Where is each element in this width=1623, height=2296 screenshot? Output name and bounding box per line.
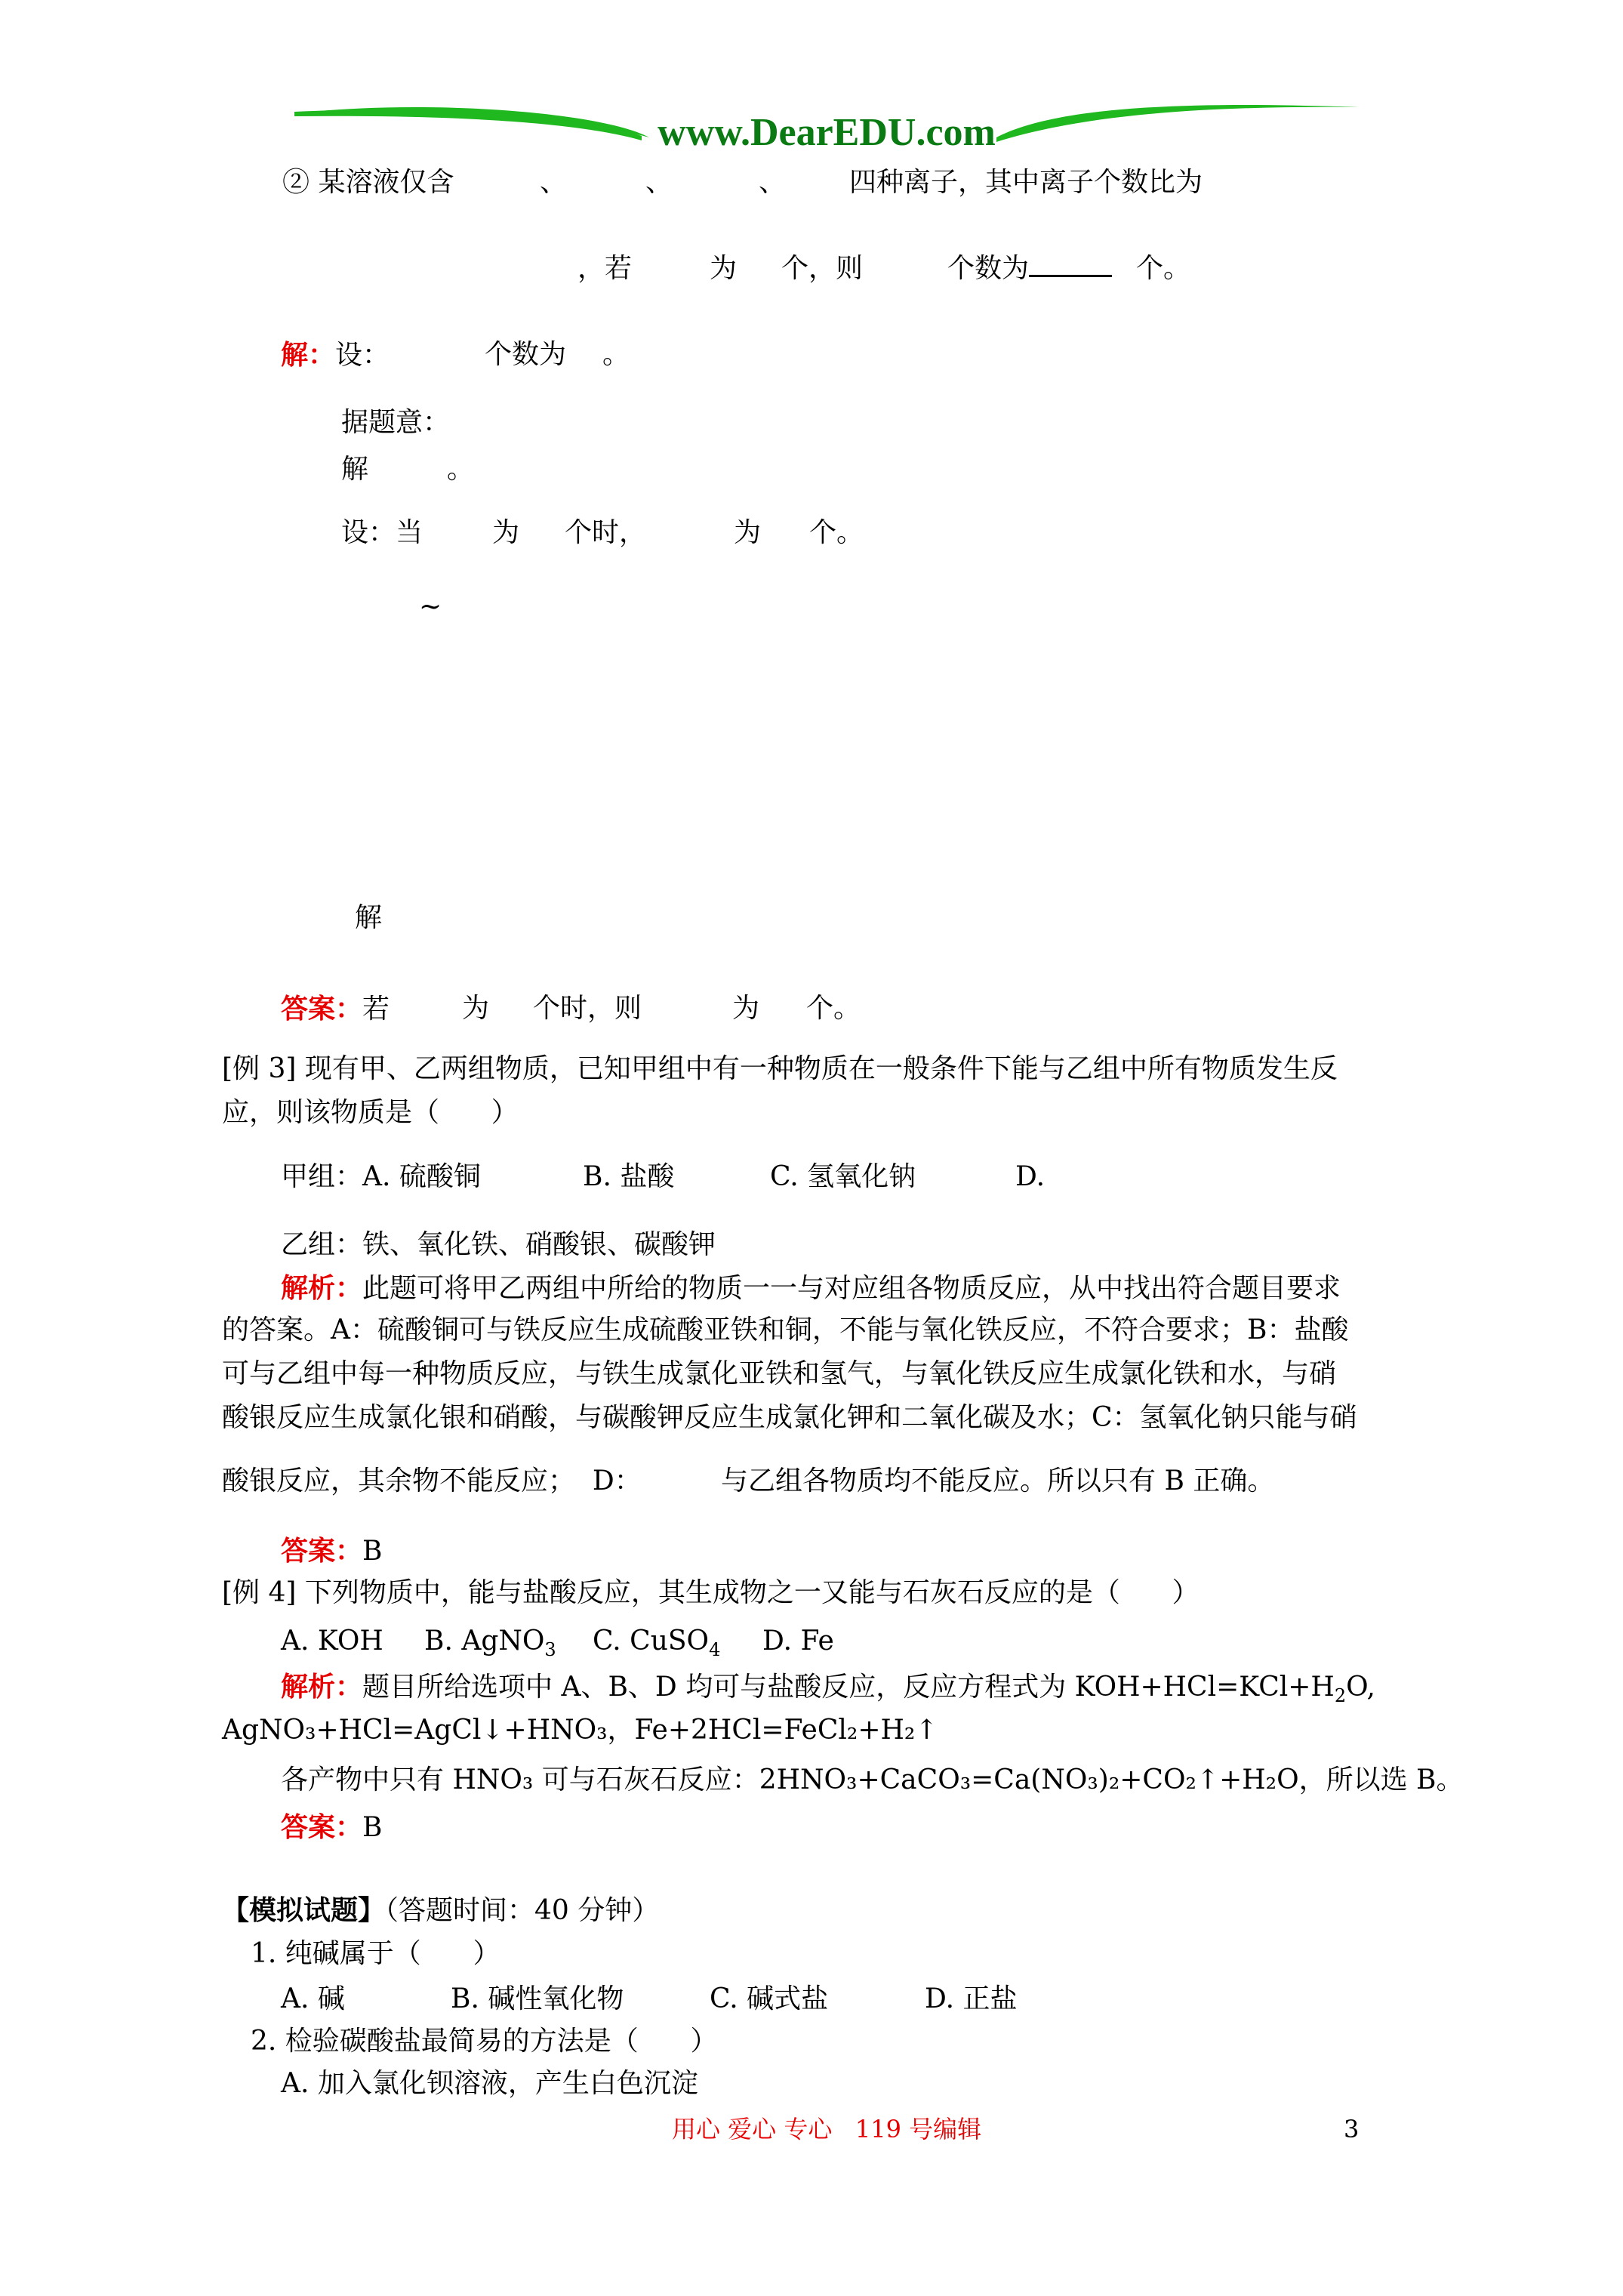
example3-analysis-l1: [281, 1271, 1341, 1305]
tilde: ~: [419, 591, 442, 622]
solution-line5: 解: [355, 902, 383, 933]
example3-analysis-l3: 可与乙组中每一种物质反应，与铁生成氯化亚铁和氢气，与氧化铁反应生成氯化铁和水，与硝: [222, 1358, 1337, 1389]
solution-line1: [281, 338, 390, 372]
solution-line4-e: 个。: [809, 517, 864, 548]
example4-analysis-l2: AgNO₃+HCl=AgCl↓+HNO₃，Fe+2HCl=FeCl₂+H₂↑: [222, 1715, 938, 1746]
solution-line2: 据题意：: [341, 407, 451, 438]
right-swoosh: [996, 105, 1359, 142]
option-b-text: B. AgNO: [424, 1626, 545, 1657]
example3-answer-label: 答案：: [281, 1535, 363, 1567]
answer1-a: 若: [362, 994, 390, 1025]
mock-q1-stem: 1. 纯碱属于（ ）: [251, 1938, 500, 1969]
solution-line3-b: 。: [447, 454, 475, 485]
solution-line1-c: 。: [602, 339, 630, 370]
mock-q1-option-d: D. 正盐: [925, 1983, 1018, 2014]
groupA-option-c: C. 氢氧化钠: [770, 1161, 916, 1192]
mock-test-title: 【模拟试题】: [222, 1894, 386, 1926]
example4-answer: [281, 1811, 382, 1845]
mock-test-heading: [222, 1894, 659, 1928]
mock-q2-option-a: A. 加入氯化钡溶液，产生白色沉淀: [281, 2068, 698, 2099]
q2-line1-sep3: 、: [759, 167, 787, 198]
example3-analysis-l5b: 与乙组各物质均不能反应。所以只有 B 正确。: [721, 1465, 1275, 1496]
analysis-label: 解析：: [281, 1272, 363, 1304]
solution-line4-d: 为: [734, 517, 762, 548]
q2-line2-p5: 个。: [1136, 253, 1191, 284]
groupA-option-a: A. 硫酸铜: [362, 1161, 481, 1192]
example3-groupB: 乙组：铁、氧化铁、硝酸银、碳酸钾: [281, 1229, 716, 1260]
example3-line1: [例 3] 现有甲、乙两组物质，已知甲组中有一种物质在一般条件下能与乙组中所有物质发生反: [222, 1053, 1338, 1084]
example3-line2: 应，则该物质是（ ）: [222, 1097, 519, 1128]
solution-line1-b: 个数为: [485, 339, 567, 370]
solution-line4-a: 设：当: [341, 517, 423, 548]
solution-line4-b: 为: [492, 517, 520, 548]
solution-line3-a: 解: [341, 454, 369, 485]
solution-label: 解：: [281, 339, 336, 371]
mock-q1-option-b: B. 碱性氧化物: [451, 1983, 624, 2014]
q2-line1-suffix: 四种离子，其中离子个数比为: [849, 167, 1203, 198]
example4-analysis-label: 解析：: [281, 1671, 363, 1703]
option-b-sub: 3: [544, 1639, 556, 1661]
answer1-b: 为: [462, 993, 490, 1024]
count-label: 个数为: [947, 253, 1030, 284]
q2-line1-prefix: ② 某溶液仅含: [282, 167, 454, 198]
page-number: 3: [1344, 2115, 1360, 2143]
answer1-d: 为: [732, 993, 760, 1024]
answer1-e: 个。: [806, 993, 861, 1024]
header-logo: [287, 91, 1359, 174]
q2-line2-p2: 为: [710, 253, 738, 284]
example4-analysis-tail: O,: [1346, 1672, 1375, 1703]
example3-analysis-l4: 酸银反应生成氯化银和硝酸，与碳酸钾反应生成氯化钾和二氧化碳及水；C：氢氧化钠只能与硝: [222, 1402, 1357, 1433]
example4-answer-label: 答案：: [281, 1811, 363, 1843]
groupA-option-b: B. 盐酸: [583, 1161, 675, 1192]
option-c-text: C. CuSO: [593, 1626, 710, 1657]
solution-set: 设：: [335, 340, 390, 371]
site-name: www.DearEDU.com: [658, 111, 996, 154]
groupA-label: 甲组：: [281, 1161, 363, 1192]
example4-option-b: [424, 1625, 556, 1661]
q2-line2-p3: 个，则: [781, 253, 864, 284]
example3-analysis-l5a: 酸银反应，其余物不能反应； D：: [222, 1465, 642, 1496]
example4-option-d: D. Fe: [762, 1626, 834, 1657]
answer1-label: 答案：: [281, 993, 363, 1025]
answer1: [281, 992, 390, 1026]
example3-answer: [281, 1534, 382, 1568]
example4-option-a: A. KOH: [281, 1626, 383, 1657]
mock-q2-stem: 2. 检验碳酸盐最简易的方法是（ ）: [251, 2026, 718, 2057]
q2-line1-sep2: 、: [645, 167, 673, 198]
example3-analysis-l2: 的答案。A：硫酸铜可与铁反应生成硫酸亚铁和铜，不能与氧化铁反应，不符合要求；B：盐酸: [222, 1314, 1349, 1345]
example4-option-c: [593, 1625, 721, 1661]
groupA-option-d: D.: [1015, 1161, 1046, 1192]
example4-line1: [例 4] 下列物质中，能与盐酸反应，其生成物之一又能与石灰石反应的是（ ）: [222, 1577, 1200, 1608]
answer1-c: 个时，则: [533, 993, 642, 1024]
mock-test-time: （答题时间：40 分钟）: [385, 1895, 660, 1926]
example3-groupA-label: [281, 1160, 481, 1194]
example3-answer-value: B: [362, 1536, 383, 1567]
footer-motto: 用心 爱心 专心 119 号编辑: [672, 2115, 982, 2143]
example4-answer-value: B: [362, 1812, 383, 1843]
analysis-text: 此题可将甲乙两组中所给的物质一一与对应组各物质反应，从中找出符合题目要求: [362, 1273, 1341, 1304]
answer-blank: [1029, 252, 1112, 277]
solution-line4-c: 个时，: [565, 517, 647, 548]
mock-q1-option-a: A. 碱: [281, 1983, 345, 2014]
example4-analysis-sub: 2: [1334, 1685, 1347, 1707]
mock-q1-option-c: C. 碱式盐: [710, 1983, 829, 2014]
left-swoosh-tail: [294, 109, 642, 140]
q2-line2-p4: [947, 252, 1112, 285]
example4-analysis-text: 题目所给选项中 A、B、D 均可与盐酸反应，反应方程式为 KOH+HCl=KCl+H: [362, 1672, 1335, 1703]
option-c-sub: 4: [709, 1639, 721, 1661]
q2-line1-sep1: 、: [540, 167, 568, 198]
example4-analysis-l3: 各产物中只有 HNO₃ 可与石灰石反应：2HNO₃+CaCO₃=Ca(NO₃)₂+CO₂↑+H₂O，所以选 B。: [281, 1764, 1464, 1795]
example4-analysis-l1: [281, 1670, 1375, 1707]
q2-line2-p1: ，若: [577, 253, 633, 284]
